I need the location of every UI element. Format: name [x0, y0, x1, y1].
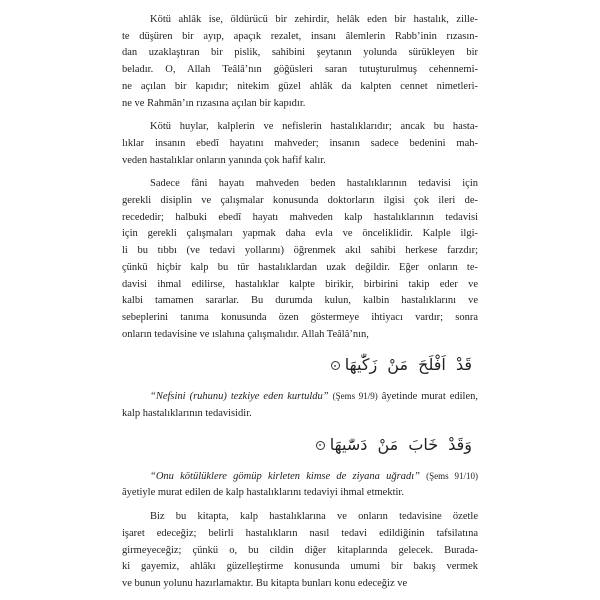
body-paragraph-1: [122, 12, 478, 112]
text-line: beladır. O, Allah Teâlâ’nın göğüsleri saran tutuşturulmuş cehennemi-: [122, 64, 478, 76]
text-line: işaret edeceğiz; belirli hastalıkların nasıl tedavi edildiğinin tafsilatına: [122, 527, 478, 539]
quran-verse-1-text: قَدْ اَفْلَحَ مَنْ زَكّٰيهَا: [344, 355, 472, 375]
text-line: recededir; halbuki ebedî hayatı mahveden kalp hastalıklarının tedavisi: [122, 211, 478, 223]
text-line: sebeplerini tanıma konusunda özen göstermeye ihtiyacı vardır; sonra: [122, 311, 478, 323]
text-block: [122, 12, 478, 600]
verse-1-citation: (Şems 91/9): [332, 391, 378, 402]
text-line: lıklar insanın ebedî hayatını mahveder; insanın sadece bedenini mah-: [122, 137, 478, 149]
verse-1-translation-paragraph: [122, 388, 478, 422]
text-line: ki gayemiz, ahlâkı güzelleştirme konusunda umumi bir bakış vermek: [122, 561, 478, 573]
text-line: kalbi tamamen sararlar. Bu durumda kulun, kalbin hastalıklarını ve: [122, 295, 478, 307]
text-line: ne açılan bir kapıdır; nitekim güzel ahlâk da kalpten cennet nimetleri-: [122, 80, 478, 92]
text-line: ne ve Rahmân’ın rızasına açılan bir kapıdır.: [122, 97, 306, 109]
text-line: için gerekli çalışmaları yapmak daha evla ve önceliklidir. Kalple ilgi-: [122, 228, 478, 240]
verse-2-translation-quote: “Onu kötülüklere gömüp kirleten kimse de ziyana uğradı”: [150, 470, 420, 482]
verse-1-translation-quote: “Nefsini (ruhunu) tezkiye eden kurtuldu”: [150, 391, 329, 403]
verse-2-commentary: âyetiyle murat edilen de kalp hastalıklarını tedaviyi ihmal etmektir.: [122, 487, 404, 499]
text-line: te düşüren bir ayıp, apaçık rezalet, insanı âlemlerin Rabb’inin rızasın-: [122, 30, 478, 42]
body-paragraph-4: [122, 509, 478, 593]
text-line: dan uzaklaştıran bir pislik, sahibini şeytanın yolunda sürükleyen bir: [122, 47, 478, 59]
text-line: Kötü ahlâk ise, öldürücü bir zehirdir, helâk eden bir hastalık, zille-: [150, 14, 478, 25]
text-line: davisi ihmal edilirse, hastalıklar kalpte birikir, birbirini takip eder ve: [122, 278, 478, 290]
text-line: ve bunun yolunu hazırlamaktır. Bu kitapta bunları konu edeceğiz ve: [122, 577, 408, 589]
text-line: girmeyeceğiz; çünkü o, bu cildin diğer kitaplarında gelecek. Burada-: [122, 544, 478, 556]
text-line: onların tedavisine ve ıslahına çalışmalıdır. Allah Teâlâ’nın,: [122, 328, 369, 340]
text-line: çünkü hiçbir kalp bu tür hastalıklardan uzak değildir. Eğer onların te-: [122, 261, 478, 273]
text-line: Biz bu kitapta, kalp hastalıklarına ve onların tedavisine özetle: [150, 511, 478, 523]
text-line: gerekli disiplin ve çalışmalar konusunda doktorların ilgisi çok ileri de-: [122, 195, 478, 207]
quran-verse-2-arabic: [122, 430, 478, 460]
text-line: veden hastalıklar onların yanında çok hafif kalır.: [122, 154, 326, 166]
text-line: li bu tıbbı (ve tedavi yollarını) öğrenmek akıl sahibi herkese farzdır;: [122, 245, 478, 257]
ayah-end-marker-icon: [316, 441, 325, 450]
body-paragraph-3: [122, 176, 478, 343]
text-line: Kötü huylar, kalplerin ve nefislerin hastalıklarıdır; ancak bu hasta-: [150, 121, 478, 133]
quran-verse-2-text: وَقَدْ خَابَ مَنْ دَسّٰيهَا: [329, 434, 472, 454]
text-line: Sadece fâni hayatı mahveden beden hastalıklarının tedavisi için: [150, 178, 478, 190]
quran-verse-1-arabic: [122, 350, 478, 380]
verse-1-commentary: âyetinde murat edilen, kalp hastalıklarının tedavisidir.: [122, 391, 479, 420]
body-paragraph-2: [122, 119, 478, 169]
ayah-end-marker-icon: [331, 361, 340, 370]
verse-2-translation-paragraph: [122, 468, 478, 502]
verse-2-citation: (Şems 91/10): [426, 470, 479, 481]
